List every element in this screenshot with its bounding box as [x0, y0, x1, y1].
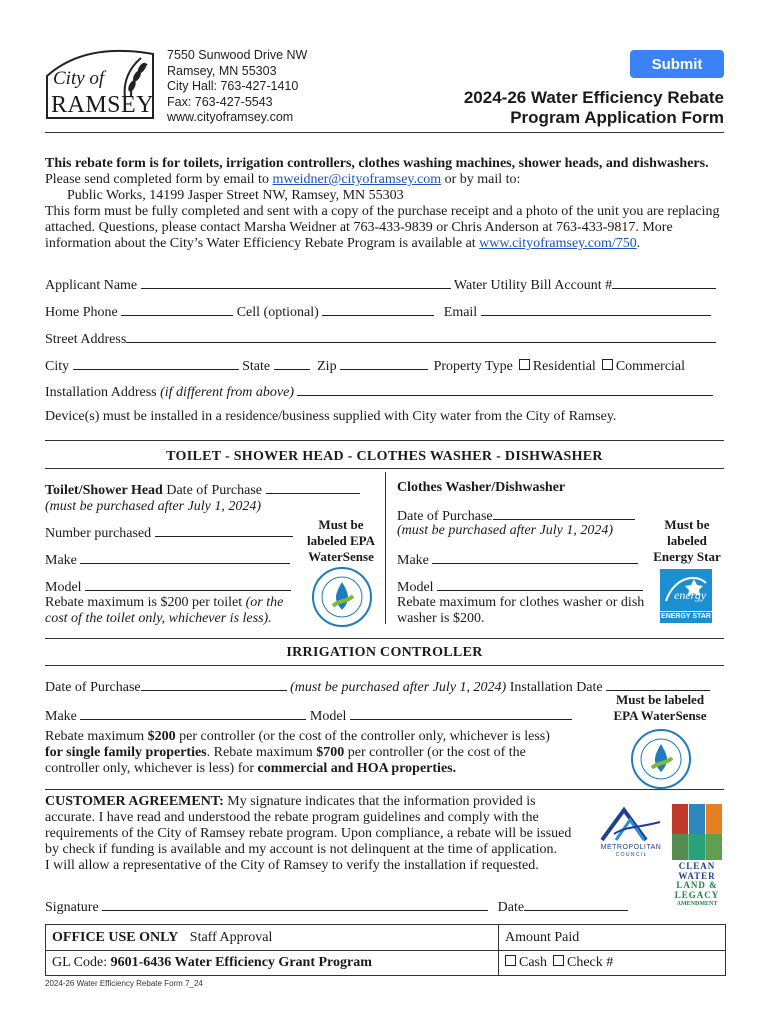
agreement-line: accurate. I have read and understood the rebate program guidelines and comply with the [45, 810, 539, 825]
office-left-cell [46, 925, 498, 950]
toilet-rebate-text [45, 595, 305, 627]
install-address-label: Installation Address [45, 385, 157, 400]
washer-model-field[interactable] [437, 577, 643, 591]
account-label: Water Utility Bill Account # [453, 278, 613, 293]
email-field[interactable] [481, 302, 711, 316]
washer-date-note: (must be purchased after July 1, 2024) [397, 523, 614, 538]
clean-water-text [670, 862, 724, 910]
applicant-row-2 [45, 302, 724, 321]
washer-rebate-text [397, 595, 657, 627]
applicant-row-1 [45, 275, 724, 294]
city-field[interactable] [73, 356, 239, 370]
toilet-model-label: Model [45, 580, 82, 595]
date-field[interactable] [524, 897, 628, 911]
section-divider [45, 440, 724, 441]
cw-line: LAND & [676, 880, 718, 890]
intro-text-span: . [636, 236, 641, 251]
gl-code-cell [46, 950, 498, 975]
signature-field[interactable] [102, 897, 488, 911]
intro-line [45, 172, 735, 188]
gl-code-value: 9601-6436 Water Efficiency Grant Program [110, 955, 372, 970]
agreement-line [45, 794, 605, 810]
intro-line: This form must be fully completed and sent with a copy of the purchase receipt and a photo of the unit you are replacing [45, 204, 720, 219]
clean-water-logo [670, 802, 724, 906]
irr-text-span: Rebate maximum [45, 729, 148, 744]
irrigation-date-note: (must be purchased after July 1, 2024) [290, 680, 507, 695]
agreement-line: I will allow a representative of the City of Ramsey to verify the installation if requested. [45, 858, 539, 873]
toilet-title: Toilet/Shower Head [45, 483, 163, 498]
cw-line: CLEAN [678, 861, 716, 871]
home-phone-label: Home Phone [45, 305, 118, 320]
irr-text-span: for single family properties [45, 745, 207, 760]
toilet-date-row [45, 480, 385, 499]
washer-make-field[interactable] [432, 550, 638, 564]
irr-rebate-line [45, 745, 605, 761]
form-title-line2: Program Application Form [510, 108, 724, 127]
washer-model-label: Model [397, 580, 434, 595]
check-checkbox[interactable] [553, 955, 564, 966]
cash-checkbox[interactable] [505, 955, 516, 966]
office-use-box [45, 924, 726, 976]
intro-line: This rebate form is for toilets, irrigation controllers, clothes washing machines, shower heads, and dishwashers. [45, 156, 709, 171]
cw-line: WATER [678, 870, 716, 881]
irrigation-date-field[interactable] [141, 677, 287, 691]
irrigation-make-field[interactable] [80, 706, 306, 720]
applicant-row-5 [45, 382, 724, 401]
toilet-date-label: Date of Purchase [166, 483, 262, 498]
form-title-line1: 2024-26 Water Efficiency Rebate [463, 88, 724, 107]
energy-star-requirement [650, 517, 724, 565]
form-title [464, 88, 724, 128]
irr-text-span: controller only, whichever is less) for [45, 761, 258, 776]
es-req-line: Energy Star [653, 549, 721, 564]
column-divider [385, 472, 386, 624]
intro-text [45, 156, 735, 252]
met-council-icon [594, 804, 668, 844]
city-address [167, 48, 307, 126]
agreement-title: CUSTOMER AGREEMENT: [45, 794, 224, 809]
cell-label: Cell (optional) [236, 305, 319, 320]
cash-label: Cash [519, 955, 547, 970]
section-divider [45, 638, 724, 639]
street-field[interactable] [126, 329, 716, 343]
energy-star-icon [660, 569, 712, 609]
property-type-label: Property Type [433, 359, 513, 374]
toilet-rebate-note: (or the [245, 595, 284, 610]
irrigation-model-label: Model [309, 709, 347, 724]
amount-paid-label: Amount Paid [505, 930, 580, 945]
submit-button[interactable]: Submit [630, 50, 724, 78]
mail-address: Public Works, 14199 Jasper Street NW, Ramsey, MN 55303 [67, 188, 404, 203]
intro-line: attached. Questions, please contact Marsha Weidner at 763-433-9839 or Chris Anderson at 763-433-9817. More [45, 220, 673, 235]
residential-label: Residential [532, 359, 596, 374]
met-council-logo [594, 804, 668, 860]
es-req-line: Must be [664, 517, 710, 532]
met-council-text: METROPOLITAN [600, 844, 662, 851]
washer-rebate-line: Rebate maximum for clothes washer or dish [397, 595, 645, 610]
address-line: Ramsey, MN 55303 [167, 63, 277, 78]
agreement-line: by check if funding is available and my account is not delinquent at the time of application. [45, 842, 558, 857]
logo-big-text: RAMSEY [51, 92, 155, 118]
install-address-field[interactable] [297, 382, 713, 396]
applicant-row-3 [45, 329, 724, 348]
irrigation-watersense-logo [630, 728, 692, 790]
irr-rebate-line [45, 729, 605, 745]
toilet-rebate-main: Rebate maximum is $200 per toilet [45, 595, 243, 610]
irr-text-span: $700 [316, 745, 345, 760]
irr-ws-line: EPA WaterSense [613, 708, 707, 723]
washer-model-row [397, 577, 643, 596]
irrigation-model-field[interactable] [350, 706, 572, 720]
irrigation-heading: IRRIGATION CONTROLLER [286, 645, 483, 660]
watersense-icon [630, 728, 692, 790]
irrigation-rebate-text [45, 729, 605, 777]
es-req-line: labeled [667, 533, 707, 548]
watersense-requirement [300, 517, 382, 565]
washer-column [397, 480, 724, 496]
intro-text-span: or by mail to: [441, 172, 521, 187]
cell-field[interactable] [322, 302, 434, 316]
ws-req-line: WaterSense [308, 549, 374, 564]
website-text: www.cityoframsey.com [167, 110, 294, 124]
state-label: State [242, 359, 271, 374]
street-label: Street Address [45, 332, 127, 347]
address-line: 7550 Sunwood Drive NW [167, 48, 308, 62]
section-divider [45, 665, 724, 666]
signature-label: Signature [45, 900, 99, 915]
irr-rebate-line [45, 761, 605, 777]
office-row-2 [46, 950, 725, 975]
address-line: Fax: 763-427-5543 [167, 94, 273, 109]
office-title: OFFICE USE ONLY [52, 930, 179, 945]
toilet-number-row [45, 523, 293, 542]
washer-rebate-line: washer is $200. [397, 611, 485, 626]
irr-ws-line: Must be labeled [615, 692, 705, 707]
watersense-logo [311, 566, 373, 628]
home-phone-field[interactable] [121, 302, 233, 316]
city-label: City [45, 359, 70, 374]
ws-req-line: labeled EPA [306, 533, 375, 548]
header-divider [45, 132, 724, 133]
form-footer-id: 2024-26 Water Efficiency Rebate Form 7_24 [45, 979, 203, 988]
energy-star-text: ENERGY STAR [661, 613, 711, 620]
toilet-date-note: (must be purchased after July 1, 2024) [45, 499, 262, 514]
installation-date-label: Installation Date [509, 680, 603, 695]
email-label: Email [443, 305, 478, 320]
washer-date-label: Date of Purchase [397, 509, 493, 524]
commercial-label: Commercial [615, 359, 686, 374]
agreement-text: My signature indicates that the information provided is [223, 794, 536, 809]
date-label: Date [497, 900, 525, 915]
customer-agreement [45, 794, 605, 874]
toilet-make-label: Make [45, 553, 77, 568]
install-address-note: (if different from above) [160, 385, 294, 400]
applicant-name-field[interactable] [141, 275, 451, 289]
city-logo [45, 46, 157, 120]
irrigation-make-row [45, 706, 572, 725]
ws-req-line: Must be [318, 517, 364, 532]
intro-text-span: information about the City’s Water Efficiency Rebate Program is available at [45, 236, 480, 251]
toilet-model-row [45, 577, 291, 596]
intro-text-span: Please send completed form by email to [45, 172, 273, 187]
installation-date-field[interactable] [606, 677, 710, 691]
number-purchased-field[interactable] [155, 523, 293, 537]
gl-code-label: GL Code: [52, 955, 111, 970]
watersense-icon [311, 566, 373, 628]
toilet-make-row [45, 550, 290, 569]
irrigation-ws-requirement [604, 692, 716, 724]
agreement-line: requirements of the City of Ramsey rebate program. Upon compliance, a rebate will be issued [45, 826, 572, 841]
amount-paid-cell [498, 925, 725, 950]
irr-text-span: per controller (or the cost of the [344, 745, 526, 760]
state-field[interactable] [274, 356, 310, 370]
irrigation-date-label: Date of Purchase [45, 680, 141, 695]
intro-line [45, 236, 735, 252]
washer-make-label: Make [397, 553, 429, 568]
energy-star-logo [660, 569, 712, 623]
irr-text-span: per controller (or the cost of the controller only, whichever is less) [175, 729, 550, 744]
address-line: City Hall: 763-427-1410 [167, 79, 299, 93]
signature-row [45, 897, 628, 916]
check-label: Check # [567, 955, 614, 970]
payment-method-cell [498, 950, 725, 975]
device-note: Device(s) must be installed in a residence/business supplied with City water from the City of Ramsey. [45, 409, 617, 424]
applicant-row-4 [45, 356, 735, 375]
account-field[interactable] [612, 275, 716, 289]
logo-small-text: City of [53, 68, 105, 89]
toilet-rebate-note-2: cost of the toilet only, whichever is less). [45, 611, 272, 626]
commercial-checkbox[interactable] [602, 359, 613, 370]
irr-text-span: $200 [147, 729, 176, 744]
applicant-name-label: Applicant Name [45, 278, 138, 293]
toilet-make-field[interactable] [80, 550, 290, 564]
toilet-column [45, 480, 385, 515]
zip-field[interactable] [340, 356, 428, 370]
number-purchased-label: Number purchased [45, 526, 152, 541]
irrigation-make-label: Make [45, 709, 77, 724]
section-divider [45, 468, 724, 469]
section-divider [45, 789, 724, 790]
irr-text-span: commercial and HOA properties. [257, 761, 457, 776]
washer-title: Clothes Washer/Dishwasher [397, 480, 566, 495]
irr-text-span: . Rebate maximum [206, 745, 317, 760]
website-link[interactable]: www.cityoframsey.com/750 [479, 236, 637, 251]
clean-water-art [672, 804, 722, 860]
cw-line: LEGACY [674, 889, 720, 900]
met-council-subtext: C O U N C I L [615, 852, 647, 858]
art-panel [672, 834, 722, 860]
toilet-section-heading: TOILET - SHOWER HEAD - CLOTHES WASHER - DISHWASHER [166, 449, 603, 464]
zip-label: Zip [317, 359, 337, 374]
residential-checkbox[interactable] [519, 359, 530, 370]
office-row-1 [46, 925, 725, 951]
svg-text:energy: energy [674, 588, 707, 602]
washer-date-field[interactable] [493, 506, 635, 520]
cw-line: AMENDMENT [676, 901, 718, 907]
email-link[interactable]: mweidner@cityoframsey.com [272, 172, 442, 187]
washer-make-row [397, 550, 638, 569]
toilet-date-field[interactable] [266, 480, 360, 494]
toilet-model-field[interactable] [85, 577, 291, 591]
staff-approval-label: Staff Approval [189, 930, 273, 945]
